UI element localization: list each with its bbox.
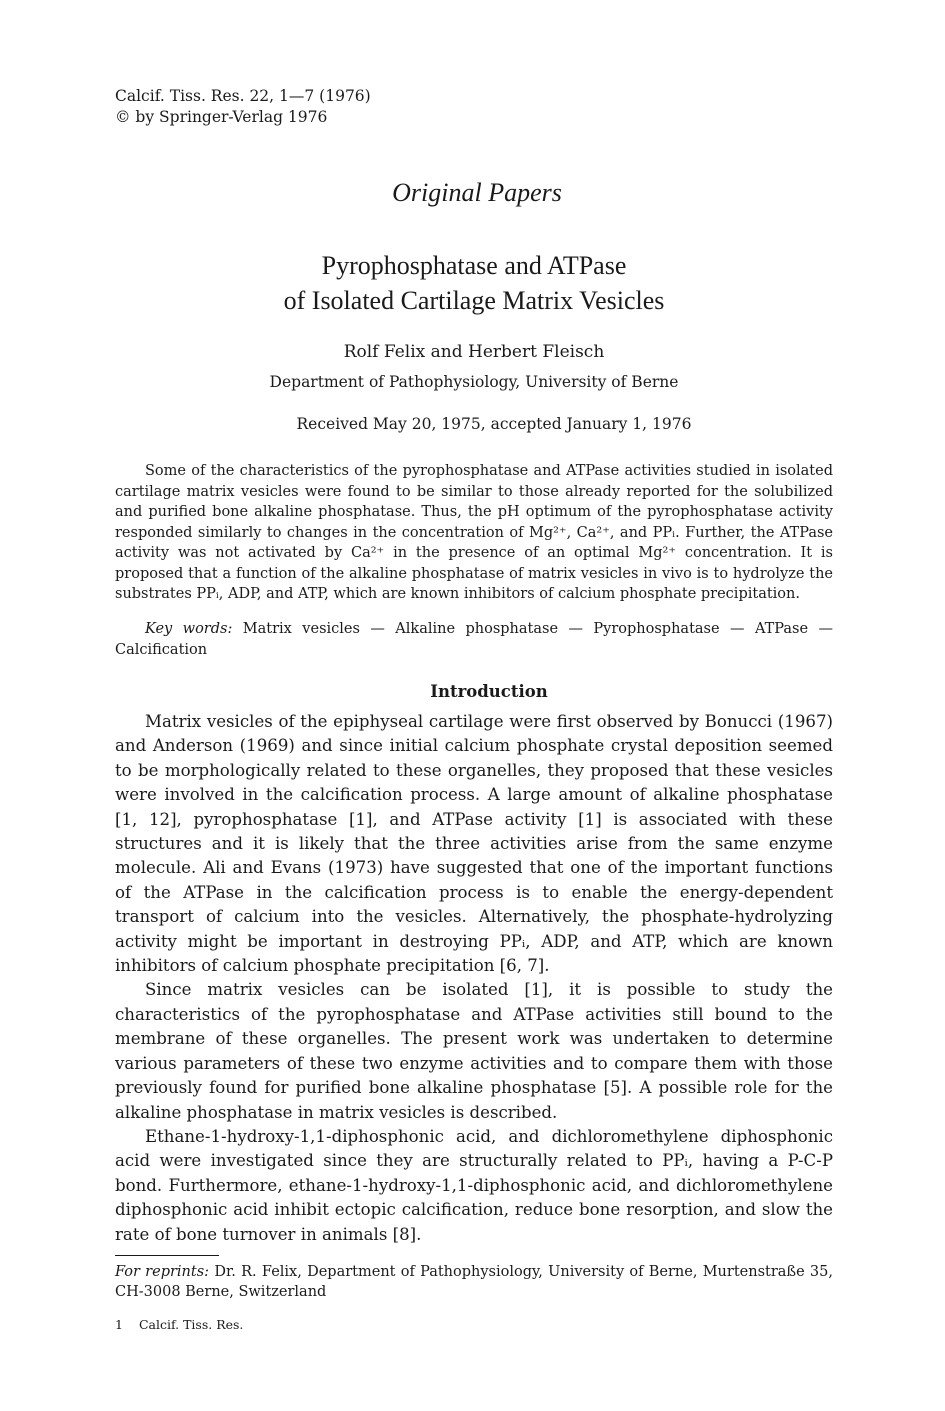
intro-paragraph-2: Since matrix vesicles can be isolated [1], it is possible to study the characteristics of the pyrophosphatase and ATPase activities still bound to the membrane of these organelles. The present work was undertaken to determine various parameters of these two enzyme activities and to compare them with those previously found for purified bone alkaline phosphatase [5]. A possible role for the alkaline phosphatase in matrix vesicles is described. bbox=[115, 980, 833, 1122]
title-line-2: of Isolated Cartilage Matrix Vesicles bbox=[283, 286, 665, 315]
page bbox=[115, 86, 833, 1332]
keywords bbox=[115, 619, 833, 660]
authors: Rolf Felix and Herbert Fleisch bbox=[343, 342, 605, 362]
journal-citation bbox=[115, 86, 833, 128]
abstract: Some of the characteristics of the pyrophosphatase and ATPase activities studied in isolated cartilage matrix vesicles were found to be similar to those already reported for the solubilized and purified bone alkaline phosphatase. Thus, the pH optimum of the pyrophosphatase activity responded similarly to changes in the concentration of Mg²⁺, Ca²⁺, and PPᵢ. Further, the ATPase activity was not activated by Ca²⁺ in the presence of an optimal Mg²⁺ concentration. It is proposed that a function of the alkaline phosphatase of matrix vesicles in vivo is to hydrolyze the substrates PPᵢ, ADP, and ATP, which are known inhibitors of calcium phosphate precipitation. bbox=[115, 463, 833, 602]
keywords-label: Key words: bbox=[145, 621, 233, 637]
introduction-body bbox=[115, 710, 833, 1247]
affiliation: Department of Pathophysiology, University of Berne bbox=[269, 373, 679, 391]
keywords-text: Matrix vesicles — Alkaline phosphatase — Pyrophosphatase — ATPase — Calcification bbox=[115, 621, 834, 658]
citation-line-2: © by Springer-Verlag 1976 bbox=[115, 108, 328, 126]
title-line-1: Pyrophosphatase and ATPase bbox=[321, 251, 627, 280]
page-footer bbox=[115, 1317, 833, 1332]
footnote-text: Dr. R. Felix, Department of Pathophysiology, University of Berne, Murtenstraße 35, CH-3008 Berne, Switzerland bbox=[115, 1263, 833, 1301]
intro-paragraph-1: Matrix vesicles of the epiphyseal cartilage were first observed by Bonucci (1967) and Anderson (1969) and since initial calcium phosphate crystal deposition seemed to be morphologically related to these organelles, they proposed that these vesicles were involved in the calcification process. A large amount of alkaline phosphatase [1, 12], pyrophosphatase [1], and ATPase activity [1] is associated with these structures and it is likely that the three activities arise from the same enzyme molecule. Ali and Evans (1973) have suggested that one of the important functions of the ATPase in the calcification process is to enable the energy-dependent transport of calcium into the vesicles. Alternatively, the phosphate-hydrolyzing activity might be important in destroying PPᵢ, ADP, and ATP, which are known inhibitors of calcium phosphate precipitation [6, 7]. bbox=[115, 712, 833, 976]
section-label: Original Papers bbox=[392, 178, 562, 207]
article-title bbox=[115, 248, 833, 318]
page-number: 1 bbox=[115, 1317, 123, 1333]
footer-journal: Calcif. Tiss. Res. bbox=[138, 1317, 244, 1333]
reprints-footnote bbox=[115, 1262, 833, 1303]
intro-paragraph-3: Ethane-1-hydroxy-1,1-diphosphonic acid, and dichloromethylene diphosphonic acid were investigated since they are structurally related to PPᵢ, having a P-C-P bond. Furthermore, ethane-1-hydroxy-1,1-diphosphonic acid, and dichloromethylene diphosphonic acid inhibit ectopic calcification, reduce bone resorption, and slow the rate of bone turnover in animals [8]. bbox=[115, 1126, 833, 1244]
received-date: Received May 20, 1975, accepted January 1, 1976 bbox=[296, 415, 692, 433]
footnote-label: For reprints: bbox=[115, 1263, 210, 1280]
citation-line-1: Calcif. Tiss. Res. 22, 1—7 (1976) bbox=[115, 87, 371, 105]
introduction-heading: Introduction bbox=[430, 682, 548, 701]
footnote-divider bbox=[115, 1255, 219, 1256]
